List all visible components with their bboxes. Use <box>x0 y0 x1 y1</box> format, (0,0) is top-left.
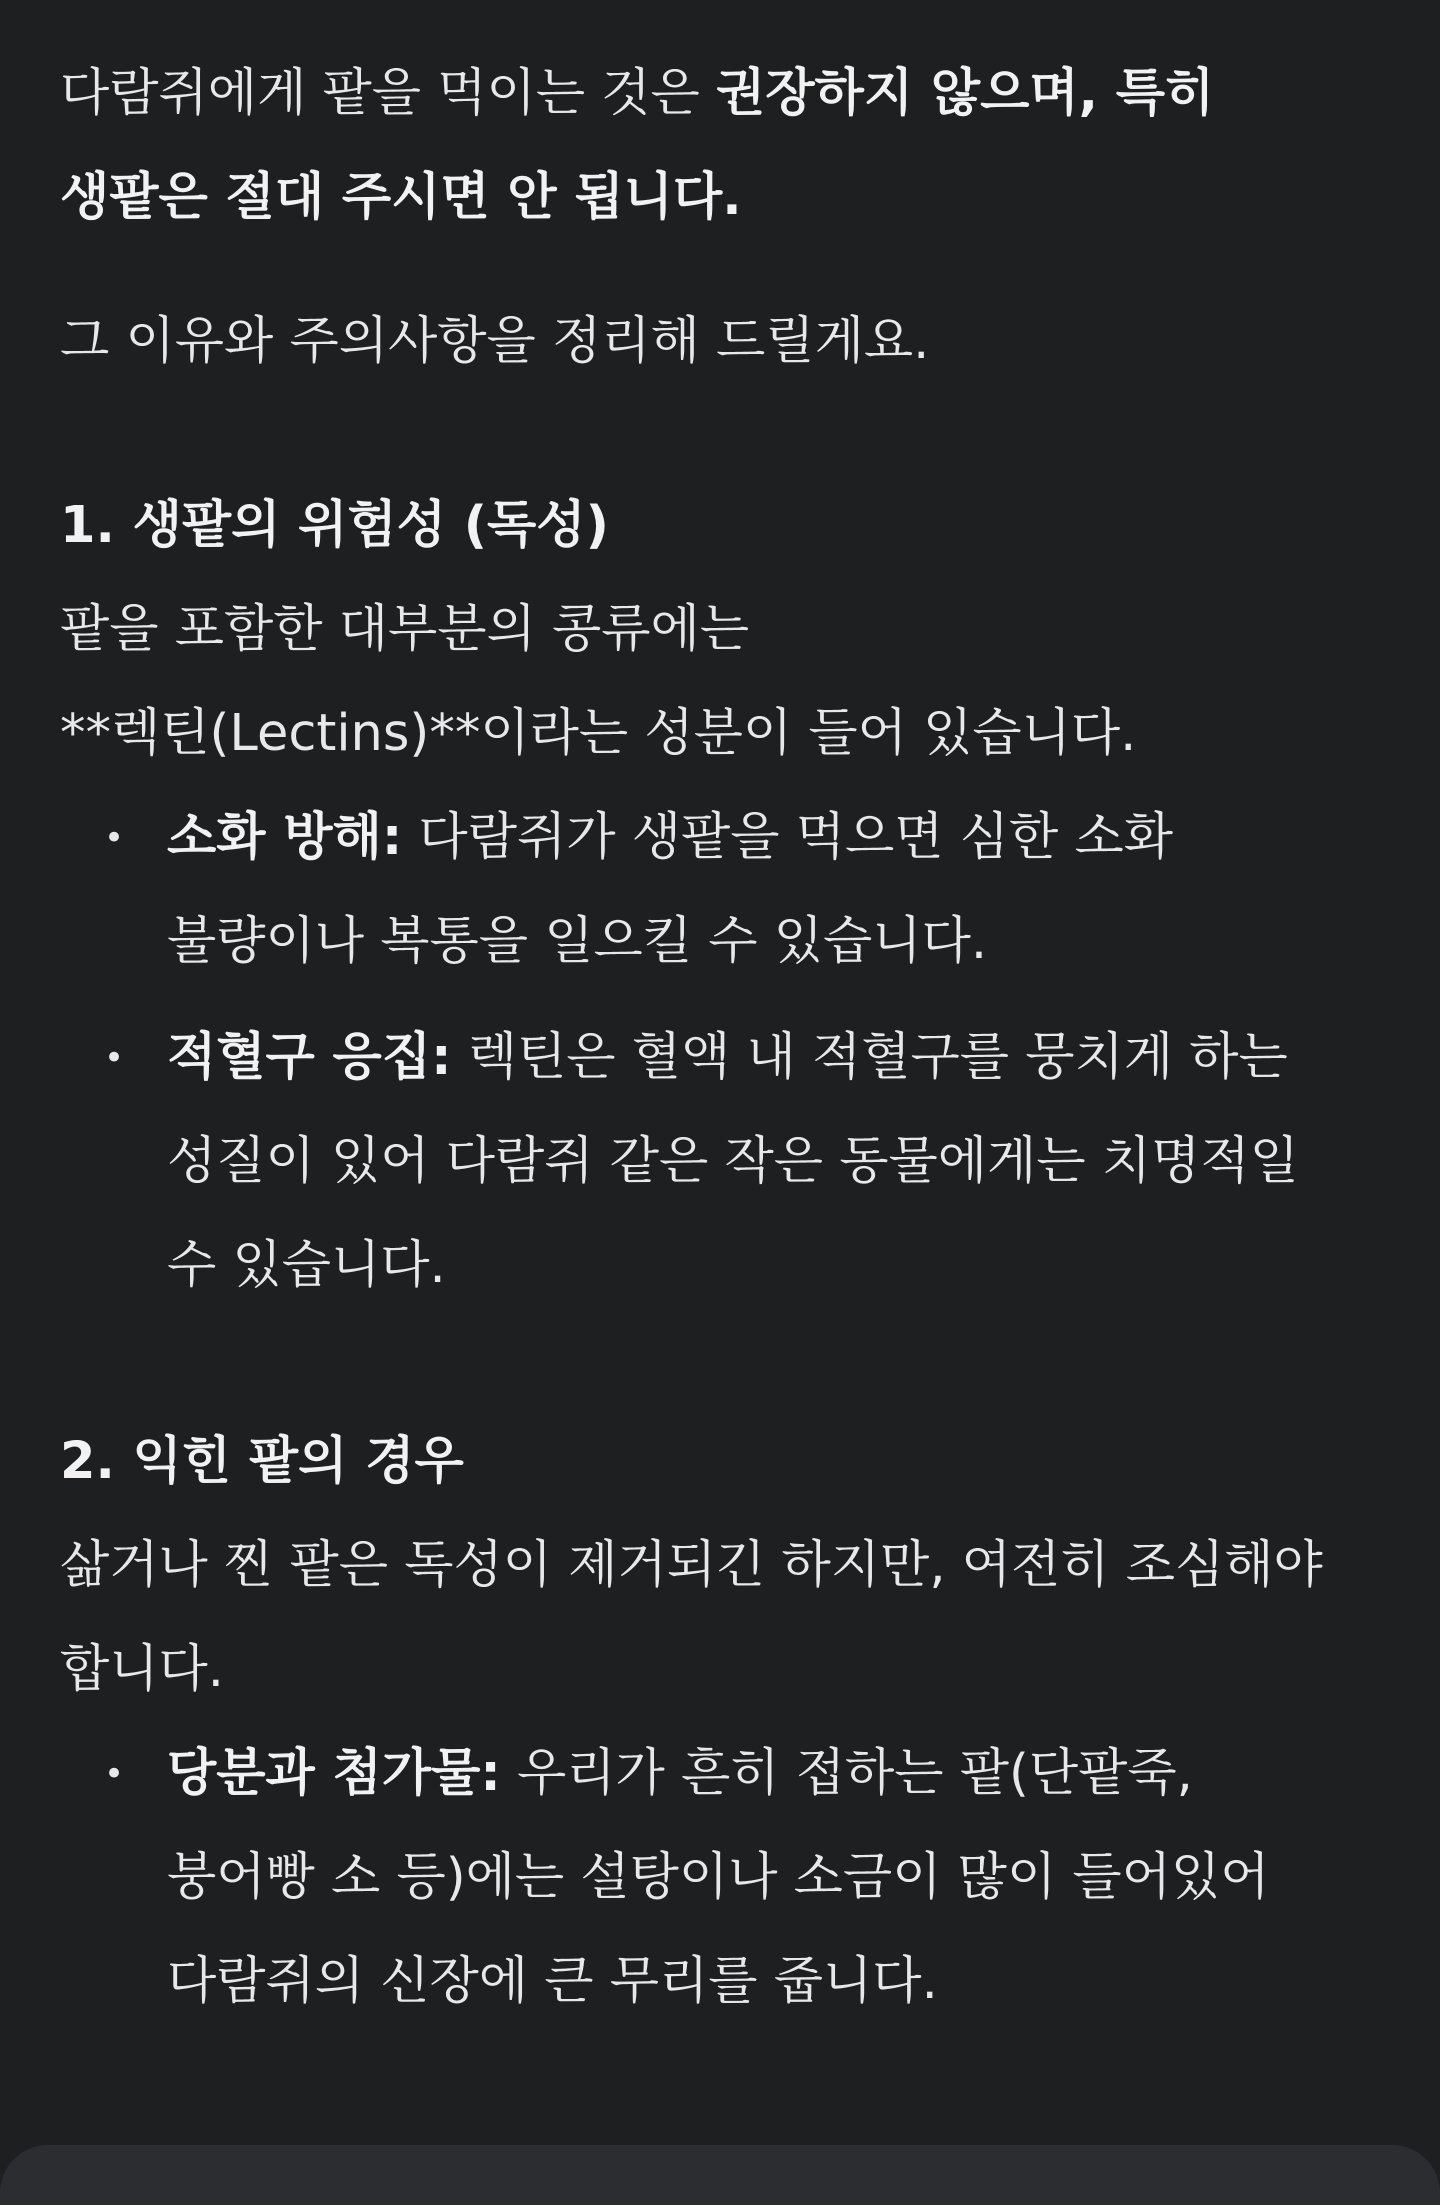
section1-list <box>60 786 1390 1318</box>
list-item-text: 불량이나 복통을 일으킬 수 있습니다. <box>167 912 988 971</box>
section1-paragraph-line2: **렉틴(Lectins)**이라는 성분이 들어 있습니다. <box>60 704 1137 763</box>
list-item-label: 적혈구 응집: <box>167 1028 452 1087</box>
bullet-icon: • <box>104 818 125 858</box>
section1-paragraph <box>60 578 1390 786</box>
bottom-input-bar[interactable] <box>0 2145 1440 2205</box>
list-item-label: 소화 방해: <box>167 808 403 867</box>
list-item <box>60 1006 1390 1318</box>
list-item-label: 당분과 첨가물: <box>167 1744 501 1803</box>
list-item-text: 수 있습니다. <box>167 1236 446 1295</box>
list-item <box>60 1722 1390 2034</box>
section2-heading: 2. 익힌 팥의 경우 <box>60 1432 464 1491</box>
intro-emphasis-line2: 생팥은 절대 주시면 안 됩니다. <box>60 168 742 227</box>
section1-paragraph-line1: 팥을 포함한 대부분의 콩류에는 <box>60 600 750 659</box>
section2-paragraph-line1: 삶거나 찐 팥은 독성이 제거되긴 하지만, 여전히 조심해야 <box>60 1536 1323 1595</box>
bullet-icon: • <box>104 1754 125 1794</box>
section2-paragraph-line2: 합니다. <box>60 1640 225 1699</box>
intro-text: 다람쥐에게 팥을 먹이는 것은 <box>60 64 717 123</box>
list-item-text: 성질이 있어 다람쥐 같은 작은 동물에게는 치명적일 <box>167 1132 1299 1191</box>
list-item-text: 붕어빵 소 등)에는 설탕이나 소금이 많이 들어있어 <box>167 1848 1270 1907</box>
bullet-icon: • <box>104 1038 125 1078</box>
section1-heading: 1. 생팥의 위험성 (독성) <box>60 496 609 555</box>
intro-emphasis: 권장하지 않으며, 특히 <box>716 64 1215 123</box>
list-item-text: 우리가 흔히 접하는 팥(단팥죽, <box>500 1744 1193 1803</box>
intro-paragraph <box>60 42 1390 250</box>
list-item-text: 렉틴은 혈액 내 적혈구를 뭉치게 하는 <box>451 1028 1288 1087</box>
section2-paragraph <box>60 1514 1390 1722</box>
section2-list <box>60 1722 1390 2034</box>
list-item-text: 다람쥐의 신장에 큰 무리를 줍니다. <box>167 1952 938 2011</box>
list-item <box>60 786 1390 994</box>
list-item-text: 다람쥐가 생팥을 먹으면 심한 소화 <box>402 808 1174 867</box>
intro-summary: 그 이유와 주의사항을 정리해 드릴게요. <box>60 312 930 371</box>
response-content <box>60 42 1390 2046</box>
